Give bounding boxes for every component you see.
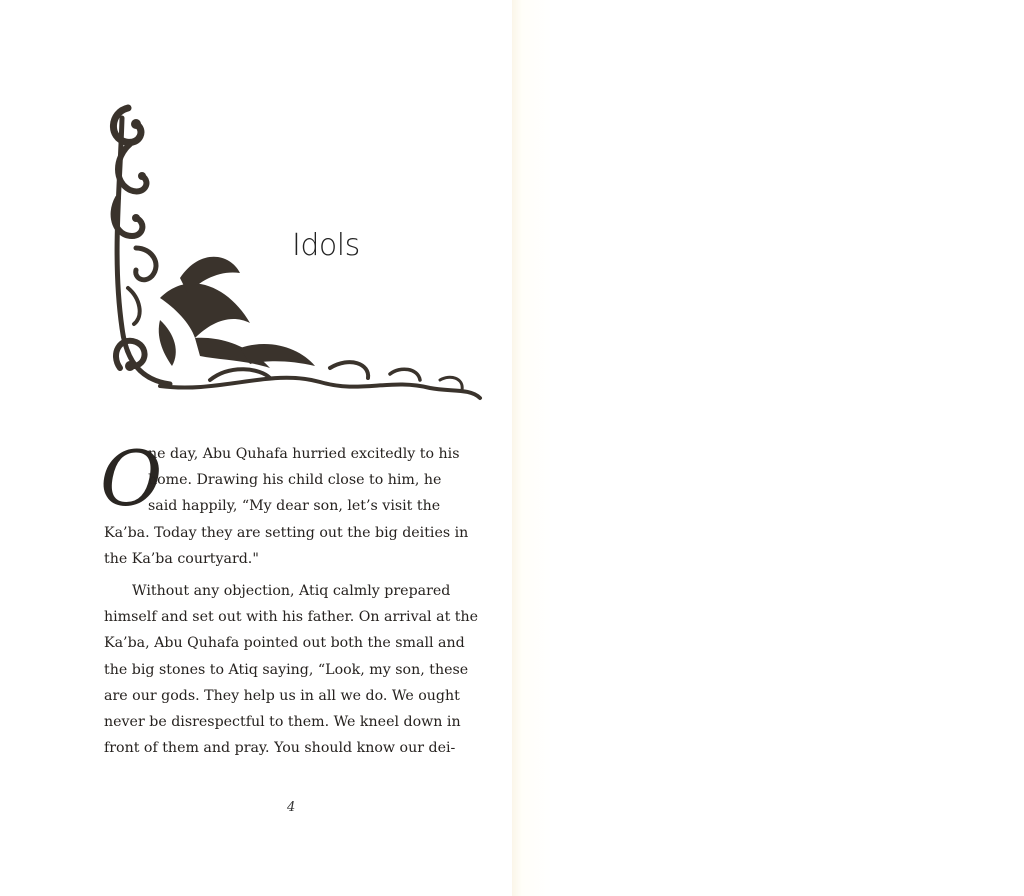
text-line: ne day, Abu Quhafa hurried excitedly to his (148, 446, 460, 462)
text-line: are our gods. They help us in all we do. We ought (104, 687, 460, 704)
page-number: 4 (287, 800, 296, 815)
right-page (512, 0, 1024, 896)
paragraph (104, 578, 485, 761)
text-line: the big stones to Atiq saying, “Look, my son, these (104, 661, 469, 678)
text-line: the Ka’ba courtyard." (104, 550, 259, 567)
text-line: Ka’ba. Today they are setting out the big deities in (104, 524, 469, 541)
text-line: home. Drawing his child close to him, he (148, 472, 442, 489)
chapter-title: Idols (292, 228, 360, 263)
text-line: said happily, “My dear son, let’s visit the (148, 498, 441, 515)
text-line: never be disrespectful to them. We kneel down in (104, 714, 461, 731)
drop-cap: O (100, 434, 163, 523)
paragraph (104, 441, 485, 572)
text-line: front of them and pray. You should know our dei- (104, 740, 456, 757)
left-body-text (104, 441, 485, 761)
text-line: himself and set out with his father. On arrival at the (104, 609, 479, 626)
text-line: Ka’ba, Abu Quhafa pointed out both the small and (104, 635, 465, 652)
text-line: Without any objection, Atiq calmly prepared (132, 583, 451, 600)
